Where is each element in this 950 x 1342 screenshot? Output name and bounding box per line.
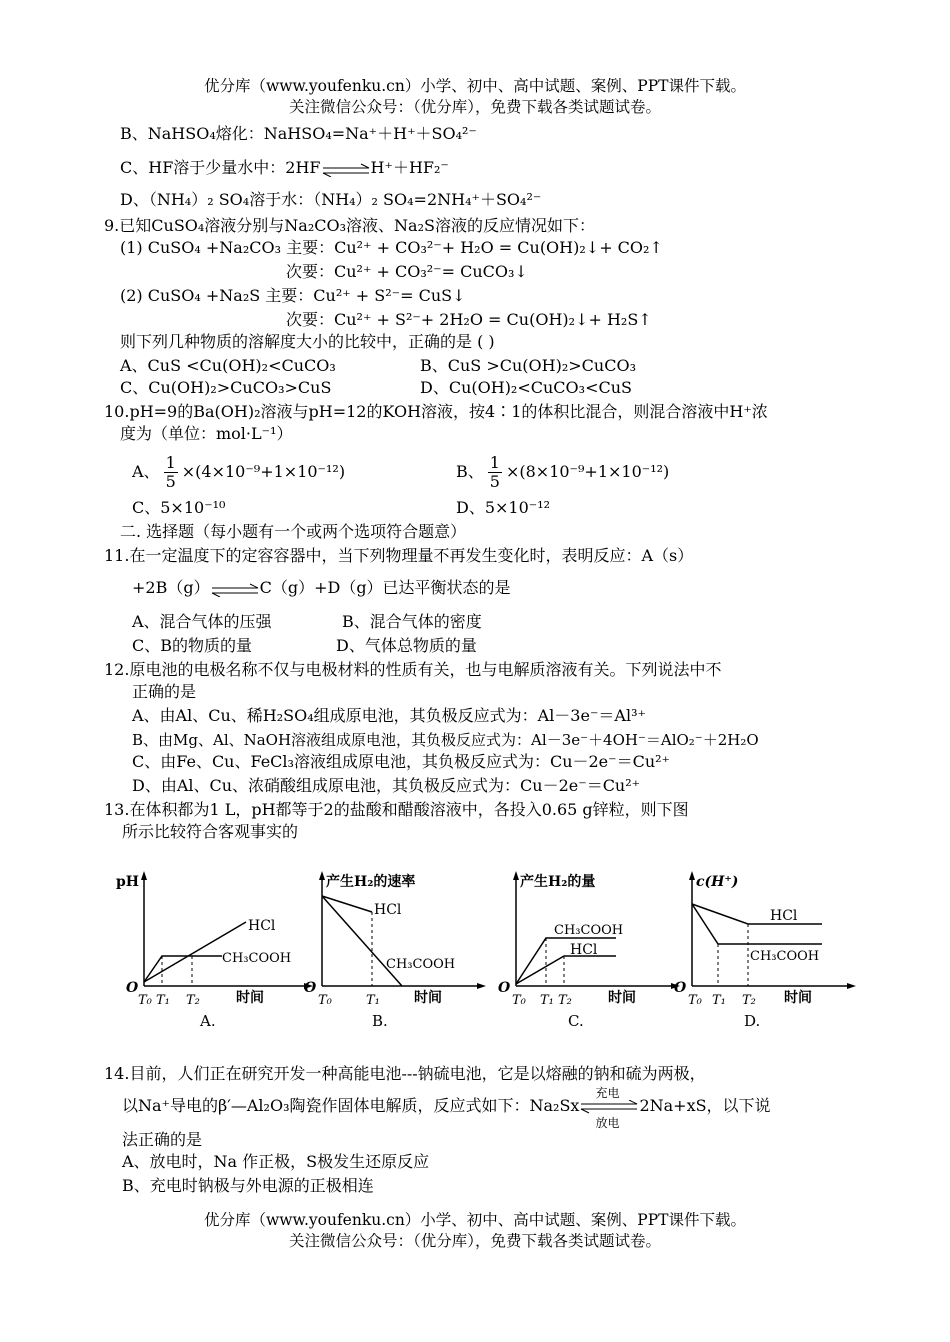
fraction-denominator: 5 [489, 472, 500, 491]
reversible-arrow [579, 1085, 639, 1130]
q14-stem-1: 14.目前，人们正在研究开发一种高能电池---钠硫电池，它是以熔融的钠和硫为两极， [104, 1064, 706, 1083]
q11-option-a: A、混合气体的压强 [132, 612, 272, 631]
hcl-label: HCl [770, 908, 798, 924]
q14-option-b: B、充电时钠极与外电源的正极相连 [122, 1176, 374, 1195]
t1-label: T₁ [156, 993, 170, 1008]
q12-stem-1: 12.原电池的电极名称不仅与电极材料的性质有关，也与电解质溶液有关。下列说法中不 [104, 660, 722, 679]
q9-option-c: C、Cu(OH)₂>CuCO₃>CuS [120, 378, 332, 397]
arrow-up-icon [689, 871, 695, 880]
y-axis-label: c(H⁺) [696, 874, 739, 890]
chart-caption: C. [568, 1012, 584, 1030]
q11-stem-2-left: +2B（g） [132, 578, 210, 597]
t0-label: T₀ [318, 993, 332, 1008]
origin-label: O [674, 980, 687, 996]
q14-stem-2-left: 以Na⁺导电的β′—Al₂O₃陶瓷作固体电解质，反应式如下：Na₂Sx [122, 1096, 580, 1115]
q11-option-b: B、混合气体的密度 [342, 612, 482, 631]
q8-option-c-left: C、HF溶于少量水中：2HF [120, 158, 321, 177]
arrow-up-icon [141, 871, 147, 880]
q13-stem-2: 所示比较符合客观事实的 [122, 822, 299, 841]
t1-label: T₁ [712, 993, 726, 1008]
q9-option-a: A、CuS <Cu(OH)₂<CuCO₃ [120, 356, 336, 375]
q9-option-b: B、CuS >Cu(OH)₂>CuCO₃ [420, 356, 637, 375]
arrow-up-icon [513, 871, 519, 880]
q10-option-c: C、5×10⁻¹⁰ [132, 498, 226, 517]
q12-option-a: A、由Al、Cu、稀H₂SO₄组成原电池，其负极反应式为：Al－3e⁻＝Al³⁺ [132, 706, 646, 725]
q14-stem-2 [122, 1085, 771, 1130]
chart-caption: A. [200, 1012, 216, 1030]
fraction [164, 454, 178, 491]
q12-option-b: B、由Mg、Al、NaOH溶液组成原电池，其负极反应式为：Al－3e⁻＋4OH⁻＝AlO₂⁻＋2H₂O [132, 731, 759, 749]
y-axis-label: 产生H₂的量 [520, 874, 596, 890]
q11-stem: 11.在一定温度下的定容容器中，当下列物理量不再发生变化时，表明反应：A（s） [104, 546, 694, 565]
q10-option-b-label: B、 [456, 462, 484, 481]
t2-label: T₂ [742, 993, 756, 1008]
ch3cooh-label: CH₃COOH [222, 951, 292, 966]
charge-label: 充电 [595, 1085, 620, 1100]
header-line-2: 关注微信公众号：（优分库），免费下载各类试题试卷。 [288, 98, 661, 116]
q8-option-c [120, 158, 449, 178]
hcl-label: HCl [248, 918, 276, 934]
x-axis-label: 时间 [784, 990, 812, 1006]
footer-line-1: 优分库（www.youfenku.cn）小学、初中、高中试题、案例、PPT课件下载。 [203, 1211, 747, 1229]
q14-option-a: A、放电时，Na 作正极，S极发生还原反应 [122, 1152, 430, 1171]
q11-option-d: D、气体总物质的量 [336, 636, 477, 655]
ch3cooh-label: CH₃COOH [386, 957, 456, 972]
y-axis-label: pH [116, 874, 140, 890]
section-2-title: 二. 选择题（每小题有一个或两个选项符合题意） [120, 522, 467, 541]
t2-label: T₂ [186, 993, 200, 1008]
equilibrium-arrow-icon [321, 162, 371, 176]
q11-stem-2-right: C（g）+D（g）已达平衡状态的是 [259, 578, 511, 597]
fraction-denominator: 5 [165, 472, 176, 491]
q13-stem-1: 13.在体积都为1 L，pH都等于2的盐酸和醋酸溶液中，各投入0.65 g锌粒，则下图 [104, 800, 689, 819]
t0-label: T₀ [512, 993, 526, 1008]
origin-label: O [304, 980, 317, 996]
q12-stem-2: 正确的是 [132, 682, 197, 701]
q10-option-b [456, 452, 669, 492]
q10-stem-1: 10.pH=9的Ba(OH)₂溶液与pH=12的KOH溶液，按4∶1的体积比混合，则混合溶液中H⁺浓 [104, 402, 768, 421]
q10-option-a [132, 452, 345, 492]
q11-stem-2 [132, 578, 511, 598]
t2-label: T₂ [558, 993, 572, 1008]
chart-caption: B. [372, 1012, 388, 1030]
chart-a [114, 866, 314, 1045]
t0-label: T₀ [688, 993, 702, 1008]
equilibrium-arrow-icon [579, 1100, 639, 1114]
q10-option-a-label: A、 [132, 462, 160, 481]
q8-option-b: B、NaHSO₄熔化：NaHSO₄=Na⁺＋H⁺＋SO₄²⁻ [120, 124, 477, 143]
footer-line-2: 关注微信公众号：（优分库），免费下载各类试题试卷。 [288, 1232, 661, 1250]
q9-option-d: D、Cu(OH)₂<CuCO₃<CuS [420, 378, 632, 397]
t1-label: T₁ [540, 993, 554, 1008]
y-axis-label: 产生H₂的速率 [326, 874, 416, 890]
q12-option-d: D、由Al、Cu、浓硝酸组成原电池，其负极反应式为：Cu－2e⁻＝Cu²⁺ [132, 776, 641, 795]
q10-option-a-expr: ×(4×10⁻⁹+1×10⁻¹²) [181, 462, 346, 481]
hcl-curve [692, 904, 822, 924]
chart-caption: D. [744, 1012, 761, 1030]
q8-option-c-right: H⁺＋HF₂⁻ [370, 158, 449, 177]
chart-c [496, 866, 686, 1045]
q9-reaction-2-minor: 次要：Cu²⁺ + S²⁻+ 2H₂O = Cu(OH)₂↓+ H₂S↑ [286, 310, 652, 329]
hcl-label: HCl [570, 942, 598, 958]
q11-option-c: C、B的物质的量 [132, 636, 253, 655]
q10-stem-2: 度为（单位：mol·L⁻¹） [120, 424, 293, 443]
arrow-right-icon [847, 983, 856, 989]
t1-label: T₁ [366, 993, 380, 1008]
chart-d [672, 866, 862, 1045]
q10-option-b-expr: ×(8×10⁻⁹+1×10⁻¹²) [505, 462, 670, 481]
ch3cooh-curve [516, 938, 616, 984]
ch3cooh-label: CH₃COOH [554, 923, 624, 938]
origin-label: O [498, 980, 511, 996]
x-axis-label: 时间 [236, 990, 264, 1006]
fraction-numerator: 1 [165, 453, 176, 472]
q9-reaction-1-minor: 次要：Cu²⁺ + CO₃²⁻= CuCO₃↓ [286, 262, 528, 281]
q14-stem-3: 法正确的是 [122, 1130, 203, 1149]
arrow-right-icon [477, 983, 486, 989]
origin-label: O [126, 980, 139, 996]
arrow-up-icon [319, 871, 325, 880]
q10-option-d: D、5×10⁻¹² [456, 498, 551, 517]
equilibrium-arrow-icon [210, 582, 260, 596]
q9-reaction-1-main: (1) CuSO₄ +Na₂CO₃ 主要：Cu²⁺ + CO₃²⁻+ H₂O = Cu(OH)₂↓+ CO₂↑ [120, 238, 663, 257]
hcl-label: HCl [374, 902, 402, 918]
fraction [488, 454, 502, 491]
t0-label: T₀ [138, 993, 152, 1008]
discharge-label: 放电 [595, 1115, 620, 1130]
q14-stem-2-right: 2Na+xS，以下说 [639, 1096, 771, 1115]
x-axis-label: 时间 [414, 990, 442, 1006]
q12-option-c: C、由Fe、Cu、FeCl₃溶液组成原电池，其负极反应式为：Cu－2e⁻＝Cu²⁺ [132, 752, 671, 771]
chart-b [302, 866, 492, 1045]
q9-question: 则下列几种物质的溶解度大小的比较中，正确的是 ( ) [120, 332, 495, 351]
q8-option-d: D、（NH₄）₂ SO₄溶于水：（NH₄）₂ SO₄=2NH₄⁺＋SO₄²⁻ [120, 190, 542, 209]
q9-stem: 9.已知CuSO₄溶液分别与Na₂CO₃溶液、Na₂S溶液的反应情况如下： [104, 216, 595, 235]
ch3cooh-label: CH₃COOH [750, 949, 820, 964]
q9-reaction-2-main: (2) CuSO₄ +Na₂S 主要：Cu²⁺ + S²⁻= CuS↓ [120, 286, 466, 305]
fraction-numerator: 1 [489, 453, 500, 472]
header-line-1: 优分库（www.youfenku.cn）小学、初中、高中试题、案例、PPT课件下载。 [203, 77, 747, 95]
x-axis-label: 时间 [608, 990, 636, 1006]
